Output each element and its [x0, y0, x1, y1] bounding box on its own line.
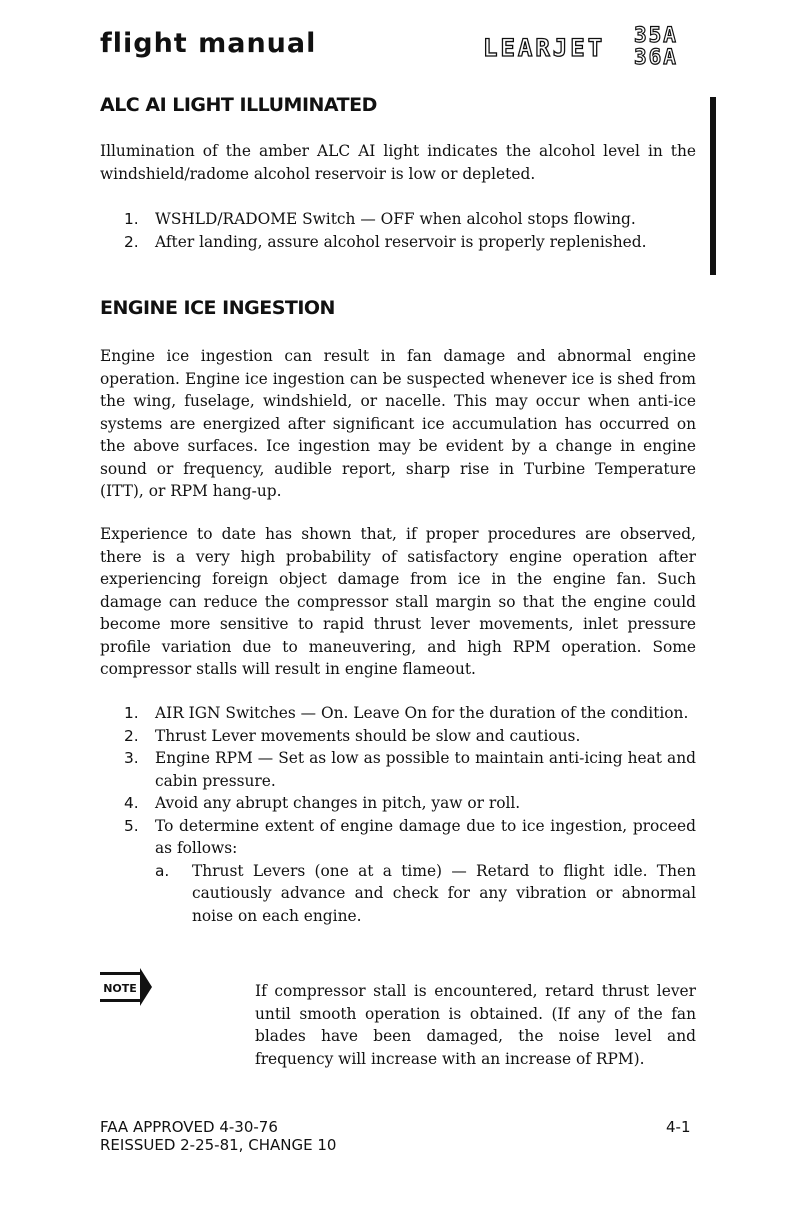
substep-text: Thrust Levers (one at a time) — Retard to flight idle. Then cautiously advance and check for any vibration or abnormal noise on each engine. [192, 861, 696, 925]
step-number: 2. [124, 232, 139, 251]
section-heading-alc-ai: ALC AI LIGHT ILLUMINATED [100, 94, 377, 116]
alc-ai-steps [100, 208, 696, 253]
list-item [100, 815, 696, 928]
list-item [155, 860, 696, 928]
step-text: To determine extent of engine damage due to ice ingestion, proceed as follows: [155, 816, 696, 857]
note-label: NOTE [103, 982, 137, 995]
substep-letter: a. [155, 861, 170, 880]
list-item [100, 792, 696, 815]
engine-ice-paragraph-1: Engine ice ingestion can result in fan damage and abnormal engine operation. Engine ice ingestion can be suspected whenever ice is shed from the wing, fuselage, windshield, or nacelle. This may occur when anti-ice systems are energized after significant ice accumulation has occurred on the above surfaces. Ice ingestion may be evident by a change in engine sound or frequency, audible report, sharp rise in Turbine Temperature (ITT), or RPM hang-up. [100, 347, 696, 500]
list-item [100, 208, 696, 231]
model-numbers [634, 24, 696, 68]
section-heading-engine-ice: ENGINE ICE INGESTION [100, 297, 335, 319]
list-item [100, 725, 696, 748]
engine-ice-paragraph-2: Experience to date has shown that, if proper procedures are observed, there is a very high probability of satisfactory engine operation after experiencing foreign object damage from ice in the engine fan. Such damage can reduce the compressor stall margin so that the engine could become more sensitive to rapid thrust lever movements, inlet pressure profile variation due to maneuvering, and high RPM operation. Some compressor stalls will result in engine flameout. [100, 525, 696, 678]
manual-title: flight manual [100, 28, 317, 59]
step-text: WSHLD/RADOME Switch — OFF when alcohol stops flowing. [155, 210, 636, 228]
step-text: Avoid any abrupt changes in pitch, yaw or roll. [155, 794, 521, 812]
footer-approval [100, 1118, 336, 1154]
revision-change-bar [710, 97, 716, 275]
list-item [100, 747, 696, 792]
engine-ice-substeps [155, 860, 696, 928]
step-number: 1. [124, 704, 139, 722]
step-text: AIR IGN Switches — On. Leave On for the duration of the condition. [155, 704, 689, 722]
alc-ai-paragraph: Illumination of the amber ALC AI light indicates the alcohol level in the windshield/radome alcohol reservoir is low or depleted. [100, 142, 696, 183]
list-item [100, 231, 696, 254]
brand-logo: LEARJET [483, 34, 606, 62]
reissued-change: REISSUED 2-25-81, CHANGE 10 [100, 1136, 337, 1154]
step-number: 2. [124, 726, 139, 745]
note-text: If compressor stall is encountered, retard thrust lever until smooth operation is obtained. (If any of the fan blades have been damaged, the noise level and frequency will increase with an increase of RPM). [255, 982, 696, 1068]
step-number: 4. [124, 794, 139, 812]
model-number: 35A [634, 23, 678, 47]
step-text: Thrust Lever movements should be slow and cautious. [155, 726, 581, 745]
page-number: 4-1 [666, 1118, 691, 1136]
faa-approved: FAA APPROVED 4-30-76 [100, 1118, 278, 1136]
step-number: 5. [124, 816, 139, 835]
step-number: 1. [124, 210, 139, 228]
step-text: Engine RPM — Set as low as possible to maintain anti-icing heat and cabin pressure. [155, 749, 696, 790]
step-number: 3. [124, 749, 139, 767]
note-arrow-icon [100, 968, 152, 1006]
model-number: 36A [634, 45, 678, 69]
step-text: After landing, assure alcohol reservoir is properly replenished. [155, 232, 647, 251]
list-item [100, 702, 696, 725]
engine-ice-steps [100, 702, 696, 927]
